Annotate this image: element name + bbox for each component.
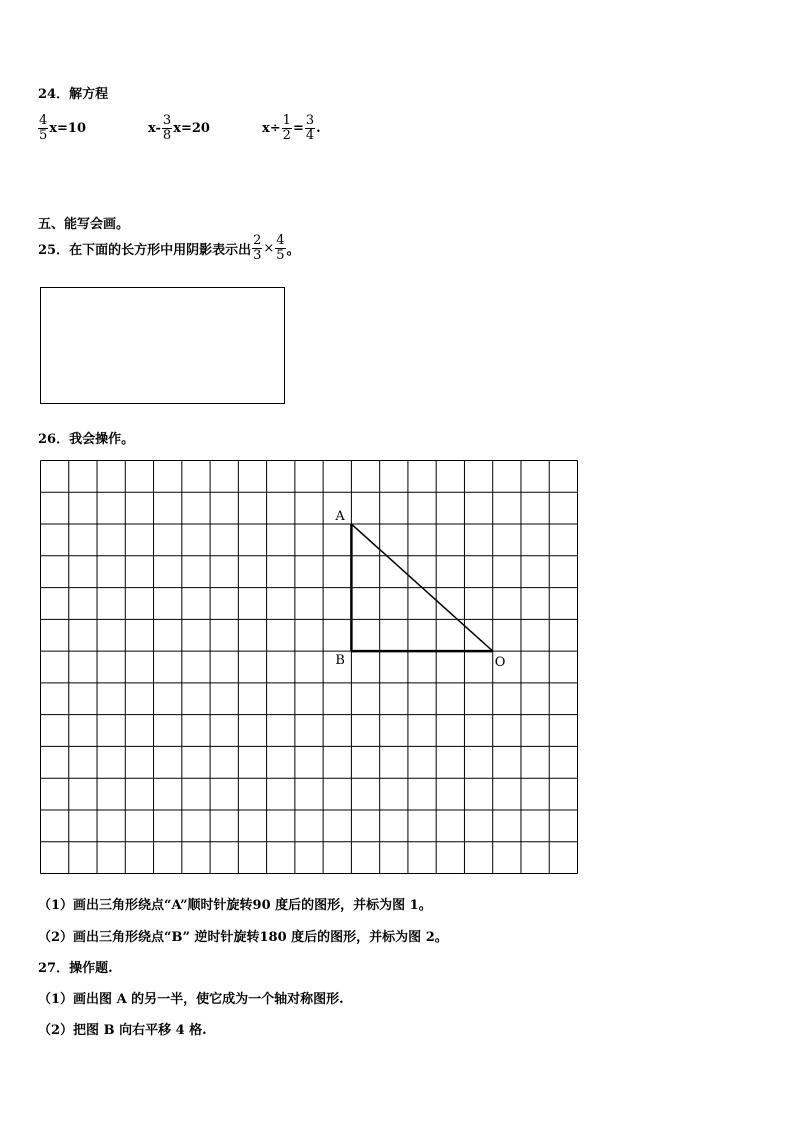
q26-title: 26．我会操作。: [38, 432, 135, 447]
fraction: $\frac{1}{2}$: [282, 113, 291, 143]
fraction: $\frac{3}{8}$: [162, 113, 172, 143]
fraction: $\frac{4}{5}$: [39, 113, 48, 143]
q24-title: 24．解方程: [38, 87, 109, 102]
shading-rectangle[interactable]: [40, 287, 285, 404]
q24-equation-2: x- $\frac{3}{8}$ x=20: [148, 113, 210, 143]
point-label-o: O: [494, 655, 506, 671]
q24-equation-1: $\frac{4}{5}$ x=10: [39, 113, 87, 143]
q24-equation-3: x÷ $\frac{1}{2}$ = $\frac{3}{4}$ .: [262, 113, 321, 143]
q26-task-2: （2）画出三角形绕点“B” 逆时针旋转180 度后的图形，并标为图 2。: [38, 930, 448, 945]
q27-title: 27．操作题.: [38, 961, 113, 976]
drawing-grid[interactable]: [40, 460, 578, 874]
fraction: $\frac{4}{5}$: [276, 233, 285, 263]
section-title: 五、能写会画。: [38, 217, 130, 232]
fraction: $\frac{2}{3}$: [253, 233, 262, 263]
fraction: $\frac{3}{4}$: [305, 113, 315, 143]
point-label-b: B: [335, 653, 345, 669]
q27-task-2: （2）把图 B 向右平移 4 格.: [38, 1023, 207, 1038]
q25-prompt: 25．在下面的长方形中用阴影表示出 $\frac{2}{3}$ × $\frac{4}{5}$ 。: [38, 233, 300, 263]
point-label-a: A: [335, 509, 345, 525]
q27-task-1: （1）画出图 A 的另一半，使它成为一个轴对称图形.: [38, 992, 344, 1007]
q26-task-1: （1）画出三角形绕点“A”顺时针旋转90 度后的图形，并标为图 1。: [38, 898, 432, 913]
grid-svg[interactable]: [40, 460, 578, 874]
